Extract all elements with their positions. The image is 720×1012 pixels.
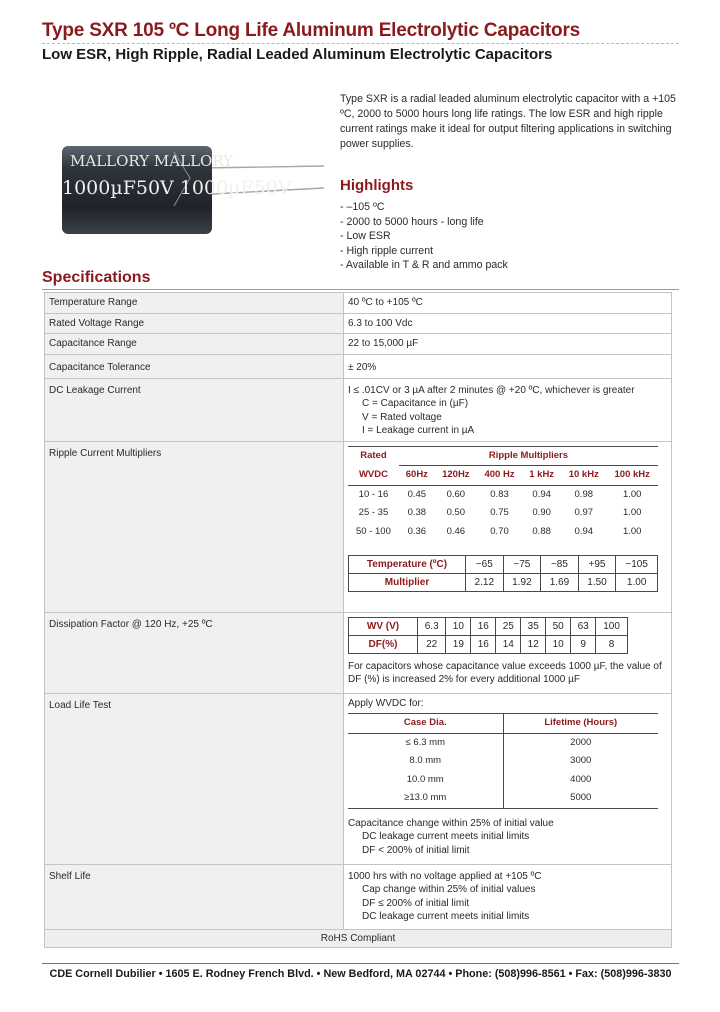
footer-divider: [42, 963, 679, 964]
table-cell: +95: [578, 556, 616, 574]
spec-label: Ripple Current Multipliers: [45, 441, 344, 612]
table-cell: 8: [596, 635, 628, 653]
spec-value: 22 to 15,000 µF: [344, 334, 672, 355]
table-cell: −65: [466, 556, 504, 574]
table-cell: ≤ 6.3 mm: [405, 736, 446, 748]
spec-value: ± 20%: [344, 354, 672, 378]
table-cell: 0.90: [532, 507, 551, 518]
table-cell: 10: [446, 617, 471, 635]
table-cell: 10 - 16: [358, 488, 389, 500]
spec-row-shelf-life: [45, 864, 672, 929]
table-cell: 100: [596, 617, 628, 635]
table-cell: 1.00: [622, 488, 642, 500]
column-header: Ripple Multipliers: [399, 446, 658, 466]
table-cell: 0.50: [446, 507, 466, 518]
spec-value: [344, 378, 672, 441]
table-cell: 22: [418, 635, 446, 653]
table-cell: 6.3: [418, 617, 446, 635]
highlights-heading: Highlights: [340, 177, 414, 194]
table-cell: 0.88: [532, 525, 551, 537]
load-life-table: [348, 713, 658, 809]
table-cell: 5000: [503, 789, 658, 808]
leakage-definition: C = Capacitance in (µF): [362, 398, 469, 409]
table-cell: 1.69: [541, 574, 579, 592]
table-cell: −75: [503, 556, 541, 574]
column-header: 1 kHz: [522, 466, 561, 486]
highlight-item: - High ripple current: [340, 244, 434, 257]
column-header: 100 kHz: [606, 466, 658, 486]
table-cell: 0.36: [407, 525, 427, 537]
spec-row-tolerance: [45, 354, 672, 378]
table-cell: 19: [446, 635, 471, 653]
table-cell: 63: [571, 617, 596, 635]
table-row: [348, 752, 658, 771]
table-cell: 0.60: [446, 488, 466, 500]
shelf-life-line: 1000 hrs with no voltage applied at +105 ºC: [348, 870, 542, 882]
intro-paragraph: Type SXR is a radial leaded aluminum electrolytic capacitor with a +105 ºC, 2000 to 5000 hours long life ratings. The low ESR and high ripple current ratings make it ideal for output filtering applications in switching power supplies.: [340, 93, 676, 150]
table-row: [348, 504, 658, 523]
table-cell: 16: [471, 635, 496, 653]
page-subtitle: Low ESR, High Ripple, Radial Leaded Aluminum Electrolytic Capacitors: [42, 46, 553, 63]
table-row: [348, 733, 658, 752]
spec-row-temperature: [45, 293, 672, 314]
title-divider: [42, 43, 679, 44]
table-cell: ≥13.0 mm: [348, 789, 503, 808]
row-header: WV (V): [349, 617, 418, 635]
row-header: Multiplier: [349, 574, 466, 592]
table-cell: 50 - 100: [356, 525, 391, 537]
table-header-row: [348, 446, 658, 466]
leakage-definition: I = Leakage current in µA: [362, 425, 475, 436]
highlight-item: - –105 ºC: [340, 201, 385, 213]
capacitor-rating-text: 1000µF50V 1000µF50V: [62, 177, 292, 199]
table-cell: 25 - 35: [358, 507, 389, 518]
load-life-note: DC leakage current meets initial limits: [362, 831, 530, 842]
table-cell: 0.94: [574, 525, 594, 537]
leakage-definition: V = Rated voltage: [362, 411, 442, 423]
table-cell: 25: [496, 617, 521, 635]
table-cell: 14: [496, 635, 521, 653]
highlight-item: - Low ESR: [340, 230, 391, 242]
dissipation-factor-table: [348, 617, 628, 654]
table-row: [348, 771, 658, 790]
table-cell: 0.75: [490, 507, 509, 518]
table-cell: 1.00: [616, 574, 658, 592]
table-cell: 2000: [503, 733, 658, 752]
spec-row-dc-leakage: [45, 378, 672, 441]
table-cell: 35: [521, 617, 546, 635]
spec-row-capacitance: [45, 334, 672, 355]
highlight-item: - Available in T & R and ammo pack: [340, 259, 508, 271]
table-cell: 0.45: [407, 488, 427, 500]
shelf-life-line: DF ≤ 200% of initial limit: [362, 897, 470, 909]
shelf-life-line: DC leakage current meets initial limits: [362, 911, 530, 922]
shelf-life-line: Cap change within 25% of initial values: [362, 884, 536, 895]
specifications-heading: Specifications: [42, 269, 151, 286]
table-row: [349, 617, 628, 635]
spec-row-voltage: [45, 313, 672, 334]
spec-value: 40 ºC to +105 ºC: [344, 293, 672, 314]
table-row: [349, 574, 658, 592]
spec-value: [344, 693, 672, 864]
table-cell: 3000: [503, 752, 658, 771]
spec-label: Shelf Life: [45, 864, 344, 929]
load-life-note: DF < 200% of initial limit: [362, 844, 470, 856]
dissipation-note: For capacitors whose capacitance value exceeds 1000 µF, the value of DF (%) is increased 2% for every additional 1000 µF: [348, 660, 662, 685]
table-cell: 2.12: [466, 574, 504, 592]
table-row: [349, 556, 658, 574]
spec-value: 6.3 to 100 Vdc: [344, 313, 672, 334]
table-cell: 0.98: [574, 488, 594, 500]
spec-row-dissipation: [45, 612, 672, 693]
specifications-divider: [42, 289, 679, 290]
spec-value: [344, 864, 672, 929]
table-cell: 9: [571, 635, 596, 653]
table-cell: 10: [546, 635, 571, 653]
spec-value: [344, 612, 672, 693]
column-header: Case Dia.: [348, 714, 503, 734]
table-cell: 1.92: [503, 574, 541, 592]
column-header: Lifetime (Hours): [503, 714, 658, 734]
table-cell: 12: [521, 635, 546, 653]
column-header: 10 kHz: [561, 466, 606, 486]
table-cell: 10.0 mm: [406, 773, 444, 785]
spec-label: Load Life Test: [45, 693, 344, 864]
table-cell: 0.83: [490, 488, 509, 500]
table-row: [349, 635, 628, 653]
table-cell: 1.00: [622, 507, 642, 518]
table-cell: 0.97: [574, 507, 594, 518]
table-cell: 1.50: [578, 574, 616, 592]
spec-row-rohs: [45, 929, 672, 948]
spec-row-ripple: [45, 441, 672, 612]
table-row: [348, 789, 658, 808]
column-header: 400 Hz: [477, 466, 522, 486]
spec-label: Dissipation Factor @ 120 Hz, +25 ºC: [45, 612, 344, 693]
table-cell: 16: [471, 617, 496, 635]
column-header: Rated: [348, 446, 399, 466]
spec-label: Temperature Range: [45, 293, 344, 314]
load-life-intro: Apply WVDC for:: [348, 697, 424, 709]
company-contact-footer: CDE Cornell Dubilier • 1605 E. Rodney French Blvd. • New Bedford, MA 02744 • Phone: (508)996-8561 • Fax: (508)996-3830: [49, 968, 672, 980]
table-cell: 0.70: [490, 525, 509, 537]
page-title: Type SXR 105 ºC Long Life Aluminum Electrolytic Capacitors: [42, 20, 581, 41]
highlights-list: [340, 200, 508, 273]
table-cell: 0.46: [446, 525, 466, 537]
highlight-item: - 2000 to 5000 hours - long life: [340, 215, 484, 228]
leakage-formula: I ≤ .01CV or 3 µA after 2 minutes @ +20 ºC, whichever is greater: [348, 384, 635, 396]
table-cell: −85: [541, 556, 579, 574]
capacitor-brand-text: MALLORY MALLORY: [70, 152, 234, 170]
table-row: [348, 485, 658, 504]
column-header: 120Hz: [435, 466, 477, 486]
spec-label: Rated Voltage Range: [45, 313, 344, 334]
table-cell: 8.0 mm: [409, 755, 442, 766]
table-cell: 0.94: [532, 488, 551, 500]
row-header: Temperature (ºC): [349, 556, 466, 574]
spec-label: Capacitance Tolerance: [45, 354, 344, 378]
table-cell: 1.00: [622, 525, 642, 537]
column-header: 60Hz: [399, 466, 435, 486]
temperature-multiplier-table: [348, 555, 658, 592]
spec-row-load-life: [45, 693, 672, 864]
ripple-multiplier-table: [348, 446, 658, 542]
spec-value: [344, 441, 672, 612]
capacitor-photo: [62, 128, 324, 236]
table-header-row: [348, 714, 658, 734]
table-header-row: [348, 466, 658, 486]
table-row: [348, 523, 658, 542]
specifications-table: [44, 292, 672, 948]
spec-label: DC Leakage Current: [45, 378, 344, 441]
table-cell: −105: [616, 556, 658, 574]
spec-label: Capacitance Range: [45, 334, 344, 355]
table-cell: 0.38: [407, 507, 427, 518]
table-cell: 4000: [503, 771, 658, 790]
table-cell: 50: [546, 617, 571, 635]
column-header: WVDC: [348, 466, 399, 486]
row-header: DF(%): [349, 635, 418, 653]
load-life-note: Capacitance change within 25% of initial value: [348, 817, 554, 829]
rohs-compliant-label: RoHS Compliant: [45, 929, 672, 948]
